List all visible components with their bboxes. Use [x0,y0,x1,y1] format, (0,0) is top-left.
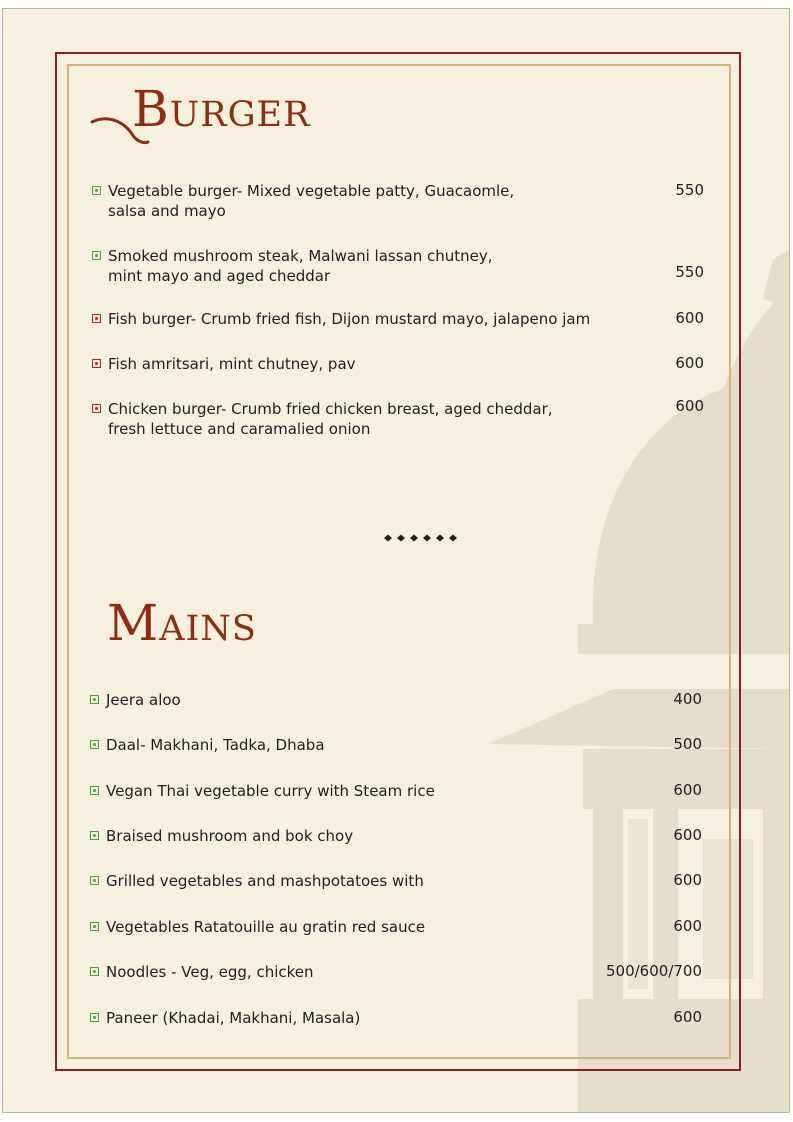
veg-indicator-icon [90,695,99,704]
mains-item-name: Vegan Thai vegetable curry with Steam rice [106,782,435,800]
mains-item-name: Jeera aloo [106,691,181,709]
burger-item [108,399,553,439]
mains-item [106,826,353,846]
mains-item-price: 600 [673,1008,702,1026]
burger-item-price: 550 [675,263,704,281]
burger-item-price: 600 [675,354,704,372]
mains-item-price: 600 [673,871,702,889]
mains-item-name: Vegetables Ratatouille au gratin red sauce [106,918,426,936]
mains-item-price: 600 [673,917,702,935]
mains-item [106,1008,360,1028]
mains-item-name: Noodles - Veg, egg, chicken [106,963,314,981]
veg-indicator-icon [90,922,99,931]
burger-item [108,354,356,374]
mains-item-name: Braised mushroom and bok choy [106,827,354,845]
burger-item-name: Chicken burger- Crumb fried chicken breast, aged cheddar, fresh lettuce and caramalied onion [108,400,553,438]
mains-item-price: 500 [673,735,702,753]
burger-item [108,181,514,221]
mains-item-name: Paneer (Khadai, Makhani, Masala) [106,1009,361,1027]
mains-item-price: 600 [673,826,702,844]
veg-indicator-icon [90,740,99,749]
burger-item-price: 600 [675,309,704,327]
veg-indicator-icon [90,876,99,885]
burger-item [108,309,590,329]
mains-item [106,871,424,891]
mains-item [106,690,181,710]
section-title-mains: Mains [107,594,257,652]
menu-page [2,8,790,1113]
burger-item-name: Fish burger- Crumb fried fish, Dijon mustard mayo, jalapeno jam [108,310,591,328]
mains-item [106,781,435,801]
section-title-burger: Burger [132,80,311,138]
nonveg-indicator-icon [92,359,101,368]
mains-item-price: 500/600/700 [606,962,702,980]
veg-indicator-icon [90,831,99,840]
burger-item-price: 600 [675,397,704,415]
burger-item-name: Fish amritsari, mint chutney, pav [108,355,356,373]
burger-item-price: 550 [675,181,704,199]
mains-item-name: Daal- Makhani, Tadka, Dhaba [106,736,325,754]
nonveg-indicator-icon [92,404,101,413]
burger-item [108,246,493,286]
veg-indicator-icon [92,186,101,195]
mains-item-price: 600 [673,781,702,799]
mains-item [106,962,314,982]
veg-indicator-icon [90,967,99,976]
divider-diamonds-icon [380,531,470,545]
mains-item-name: Grilled vegetables and mashpotatoes with [106,872,424,890]
burger-item-name: Smoked mushroom steak, Malwani lassan chutney, mint mayo and aged cheddar [108,247,493,285]
mains-item-price: 400 [673,690,702,708]
nonveg-indicator-icon [92,314,101,323]
veg-indicator-icon [92,251,101,260]
mains-item [106,735,325,755]
veg-indicator-icon [90,786,99,795]
burger-item-name: Vegetable burger- Mixed vegetable patty, Guacaomle, salsa and mayo [108,182,515,220]
mains-item [106,917,425,937]
veg-indicator-icon [90,1013,99,1022]
